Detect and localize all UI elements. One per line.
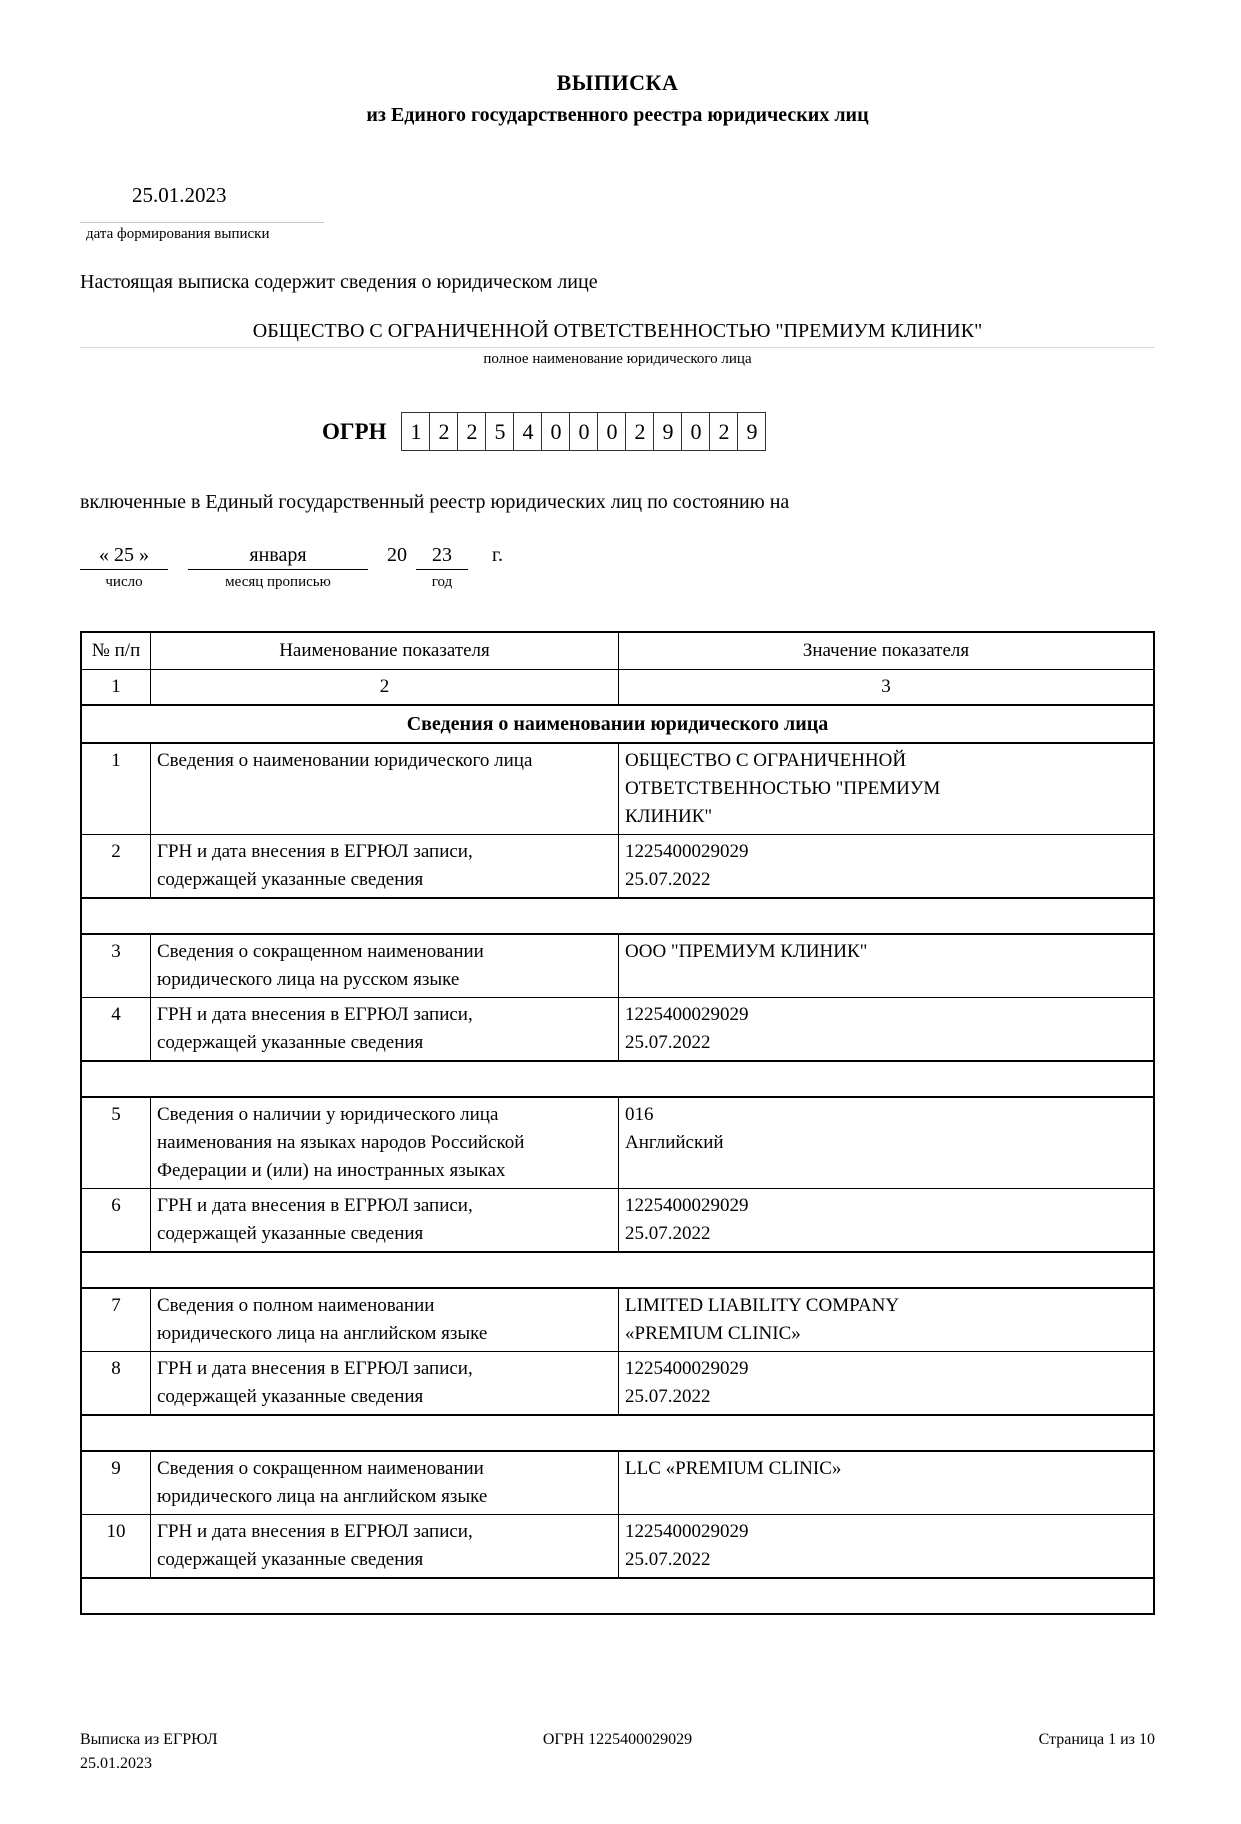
header-name: Наименование показателя xyxy=(151,632,619,670)
row-number: 8 xyxy=(81,1352,151,1416)
as-of-month: января xyxy=(188,544,368,570)
row-indicator-name: ГРН и дата внесения в ЕГРЮЛ записи, содержащей указанные сведения xyxy=(151,998,619,1062)
table-index-row xyxy=(81,670,1154,706)
ogrn-digit-box: 5 xyxy=(485,412,514,451)
formation-date-caption: дата формирования выписки xyxy=(86,226,270,242)
footer-doc-date: 25.01.2023 xyxy=(80,1755,152,1772)
ogrn-digit-box: 2 xyxy=(709,412,738,451)
row-indicator-name: Сведения о сокращенном наименовании юридического лица на английском языке xyxy=(151,1451,619,1515)
table-row xyxy=(81,743,1154,835)
row-indicator-name: Сведения о наличии у юридического лица наименования на языках народов Российской Федерации и (или) на иностранных языках xyxy=(151,1097,619,1189)
ogrn-digit-box: 9 xyxy=(653,412,682,451)
ogrn-block xyxy=(80,412,1155,451)
company-full-name: ОБЩЕСТВО С ОГРАНИЧЕННОЙ ОТВЕТСТВЕННОСТЬЮ "ПРЕМИУМ КЛИНИК" xyxy=(252,320,983,342)
row-indicator-value: 1225400029029 25.07.2022 xyxy=(619,1189,1155,1253)
row-indicator-name: ГРН и дата внесения в ЕГРЮЛ записи, содержащей указанные сведения xyxy=(151,1189,619,1253)
table-row xyxy=(81,1288,1154,1352)
index-1: 1 xyxy=(81,670,151,706)
table-row xyxy=(81,934,1154,998)
row-indicator-value: 1225400029029 25.07.2022 xyxy=(619,1352,1155,1416)
ogrn-digit-box: 0 xyxy=(569,412,598,451)
row-number: 6 xyxy=(81,1189,151,1253)
ogrn-digit-box: 0 xyxy=(541,412,570,451)
table-row xyxy=(81,998,1154,1062)
ogrn-digit-box: 2 xyxy=(625,412,654,451)
as-of-day: « 25 » xyxy=(80,544,168,570)
section-title: Сведения о наименовании юридического лица xyxy=(81,705,1154,743)
row-number: 3 xyxy=(81,934,151,998)
ogrn-digit-box: 2 xyxy=(457,412,486,451)
ogrn-digit-box: 4 xyxy=(513,412,542,451)
company-name-block xyxy=(80,320,1155,368)
ogrn-digit-box: 0 xyxy=(597,412,626,451)
row-indicator-name: ГРН и дата внесения в ЕГРЮЛ записи, содержащей указанные сведения xyxy=(151,1515,619,1579)
row-indicator-name: Сведения о полном наименовании юридического лица на английском языке xyxy=(151,1288,619,1352)
table-header-row xyxy=(81,632,1154,670)
header-num: № п/п xyxy=(81,632,151,670)
table-row xyxy=(81,1097,1154,1189)
row-number: 9 xyxy=(81,1451,151,1515)
table-section-row xyxy=(81,705,1154,743)
formation-date-rule xyxy=(80,222,324,223)
footer-page-number: Страница 1 из 10 xyxy=(1038,1731,1155,1748)
formation-date: 25.01.2023 xyxy=(132,183,227,207)
row-indicator-value: LIMITED LIABILITY COMPANY «PREMIUM CLINIC» xyxy=(619,1288,1155,1352)
formation-date-block xyxy=(80,183,1155,243)
registry-table xyxy=(80,631,1155,1615)
ogrn-digit-box: 2 xyxy=(429,412,458,451)
table-row xyxy=(81,835,1154,899)
row-indicator-value: 016 Английский xyxy=(619,1097,1155,1189)
table-row xyxy=(81,1352,1154,1416)
row-indicator-value: ОБЩЕСТВО С ОГРАНИЧЕННОЙ ОТВЕТСТВЕННОСТЬЮ "ПРЕМИУМ КЛИНИК" xyxy=(619,743,1155,835)
company-name-caption: полное наименование юридического лица xyxy=(483,351,752,367)
spacer-row xyxy=(81,1061,1154,1097)
spacer-row xyxy=(81,1578,1154,1614)
row-indicator-name: ГРН и дата внесения в ЕГРЮЛ записи, содержащей указанные сведения xyxy=(151,835,619,899)
footer-ogrn: ОГРН 1225400029029 xyxy=(542,1731,693,1748)
document-page xyxy=(80,70,1155,1615)
row-indicator-name: Сведения о наименовании юридического лица xyxy=(151,743,619,835)
header-value: Значение показателя xyxy=(619,632,1155,670)
spacer-row xyxy=(81,898,1154,934)
as-of-date-block xyxy=(80,544,1155,591)
as-of-year: 23 xyxy=(416,544,468,570)
as-of-year-suffix: г. xyxy=(492,544,503,566)
ogrn-boxes xyxy=(402,412,766,451)
row-number: 4 xyxy=(81,998,151,1062)
page-title: ВЫПИСКА xyxy=(556,70,679,95)
footer-doc-info xyxy=(80,1728,438,1776)
ogrn-digit-box: 1 xyxy=(401,412,430,451)
included-line: включенные в Единый государственный реестр юридических лиц по состоянию на xyxy=(80,491,790,513)
row-indicator-name: ГРН и дата внесения в ЕГРЮЛ записи, содержащей указанные сведения xyxy=(151,1352,619,1416)
row-number: 5 xyxy=(81,1097,151,1189)
row-indicator-value: LLC «PREMIUM CLINIC» xyxy=(619,1451,1155,1515)
as-of-day-caption: число xyxy=(105,574,143,590)
row-number: 2 xyxy=(81,835,151,899)
ogrn-digit-box: 0 xyxy=(681,412,710,451)
as-of-century: 20 xyxy=(387,544,407,566)
row-number: 1 xyxy=(81,743,151,835)
as-of-year-caption: год xyxy=(431,574,453,590)
row-number: 7 xyxy=(81,1288,151,1352)
index-2: 2 xyxy=(151,670,619,706)
index-3: 3 xyxy=(619,670,1155,706)
row-indicator-name: Сведения о сокращенном наименовании юридического лица на русском языке xyxy=(151,934,619,998)
page-footer xyxy=(80,1728,1155,1776)
row-number: 10 xyxy=(81,1515,151,1579)
table-row xyxy=(81,1451,1154,1515)
company-name-rule xyxy=(80,347,1155,348)
table-row xyxy=(81,1189,1154,1253)
row-indicator-value: 1225400029029 25.07.2022 xyxy=(619,835,1155,899)
footer-doc-name: Выписка из ЕГРЮЛ xyxy=(80,1731,218,1748)
intro-text: Настоящая выписка содержит сведения о юридическом лице xyxy=(80,271,598,293)
spacer-row xyxy=(81,1415,1154,1451)
spacer-row xyxy=(81,1252,1154,1288)
row-indicator-value: ООО "ПРЕМИУМ КЛИНИК" xyxy=(619,934,1155,998)
page-subtitle: из Единого государственного реестра юридических лиц xyxy=(366,104,869,126)
as-of-month-caption: месяц прописью xyxy=(225,574,331,590)
ogrn-digit-box: 9 xyxy=(737,412,766,451)
ogrn-label: ОГРН xyxy=(322,418,387,444)
table-row xyxy=(81,1515,1154,1579)
row-indicator-value: 1225400029029 25.07.2022 xyxy=(619,1515,1155,1579)
row-indicator-value: 1225400029029 25.07.2022 xyxy=(619,998,1155,1062)
